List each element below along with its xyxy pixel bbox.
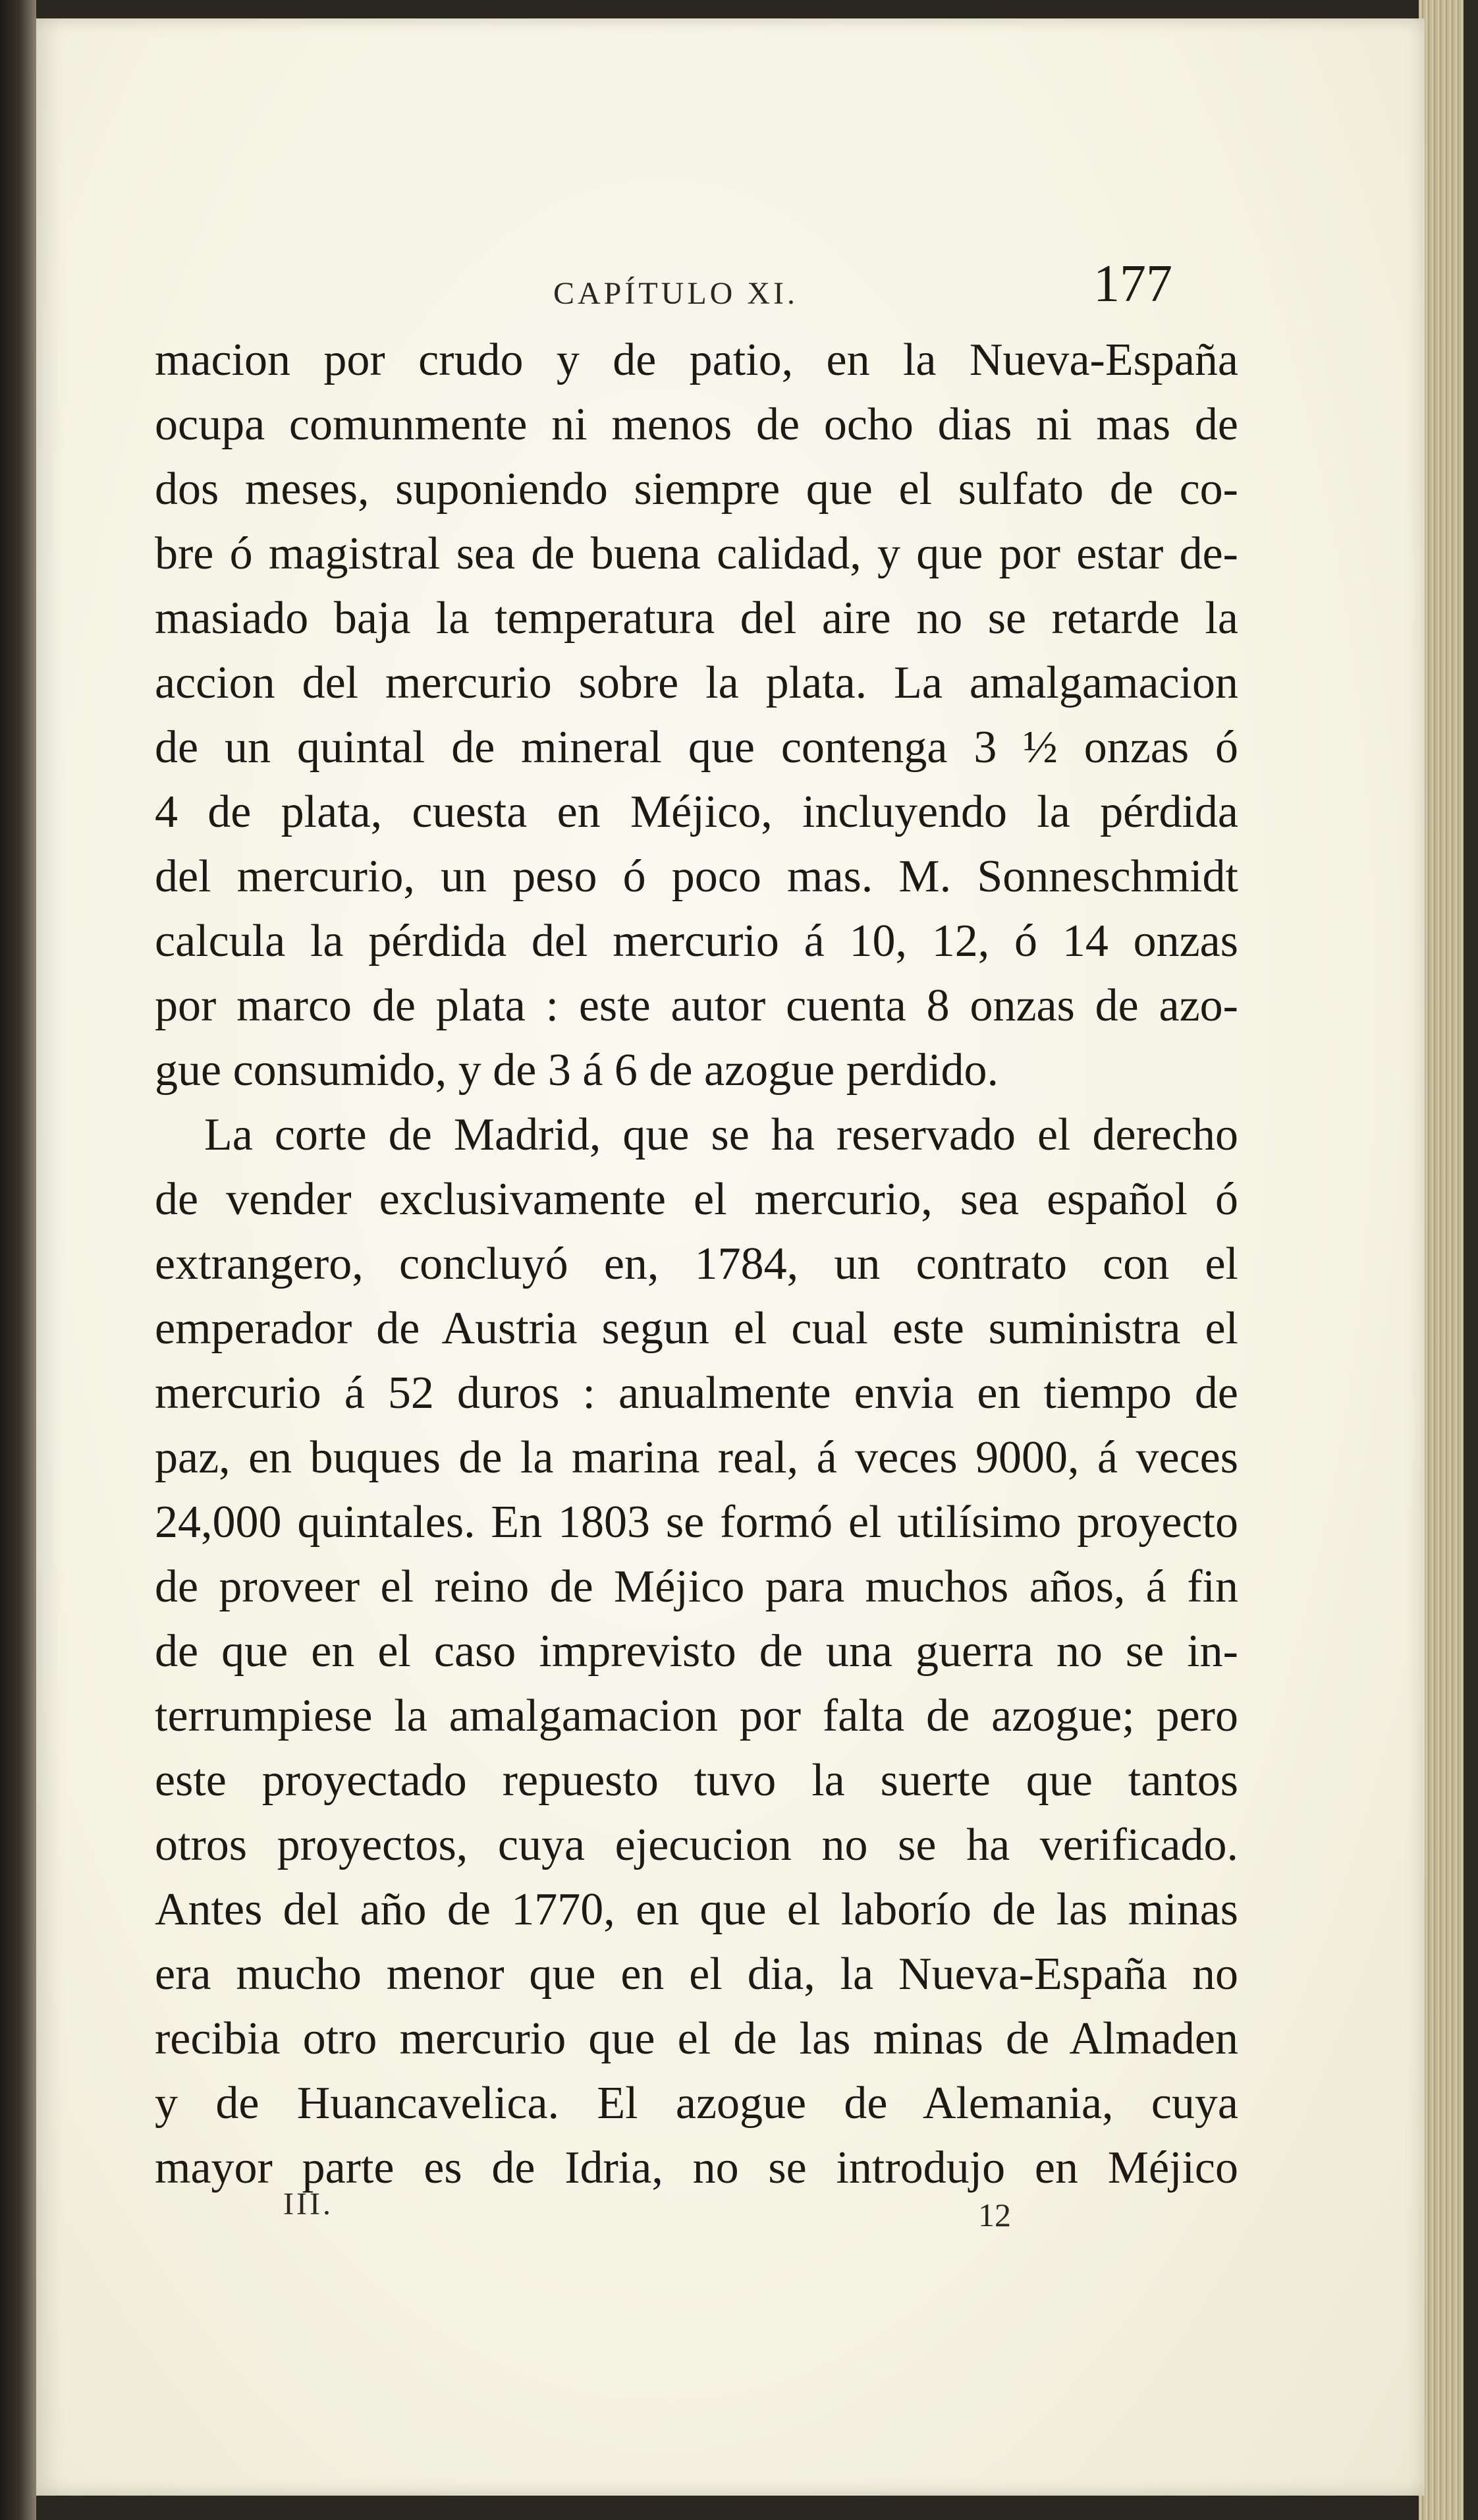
volume-signature: III. [283,2187,333,2222]
chapter-title: CAPÍTULO XI. [553,276,798,311]
text-line: de proveer el reino de Méjico para muchos años, á fin [155,1561,1238,1612]
text-line: mercurio á 52 duros : anualmente envia en tiempo de [155,1368,1238,1418]
text-line: La corte de Madrid, que se ha reservado el derecho [204,1109,1238,1160]
text-line: ocupa comunmente ni menos de ocho dias ni mas de [155,399,1238,450]
text-line: masiado baja la temperatura del aire no se retarde la [155,593,1238,644]
running-head [36,242,1425,322]
page-number: 177 [1093,255,1172,313]
text-line: 24,000 quintales. En 1803 se formó el utilísimo proyecto [155,1497,1238,1548]
text-line: calcula la pérdida del mercurio á 10, 12, ó 14 onzas [155,916,1238,966]
text-line: 4 de plata, cuesta en Méjico, incluyendo la pérdida [155,787,1238,837]
text-line: por marco de plata : este autor cuenta 8 onzas de azo- [155,980,1238,1031]
text-line: terrumpiese la amalgamacion por falta de azogue; pero [155,1691,1238,1741]
text-line: mayor parte es de Idria, no se introdujo en Méjico [155,2142,1238,2193]
text-line: de un quintal de mineral que contenga 3 ½ onzas ó [155,722,1238,773]
page-edges [1419,0,1478,2520]
text-line: bre ó magistral sea de buena calidad, y que por estar de- [155,528,1238,579]
text-line: recibia otro mercurio que el de las minas de Almaden [155,2013,1238,2064]
gathering-number: 12 [978,2197,1011,2233]
text-line: accion del mercurio sobre la plata. La amalgamacion [155,658,1238,708]
text-line: era mucho menor que en el dia, la Nueva-España no [155,1949,1238,2000]
text-line: del mercurio, un peso ó poco mas. M. Sonneschmidt [155,851,1238,902]
book-page [36,18,1425,2496]
text-line: este proyectado repuesto tuvo la suerte que tantos [155,1755,1238,1806]
text-line: Antes del año de 1770, en que el laborío de las minas [155,1884,1238,1935]
text-line: macion por crudo y de patio, en la Nueva-España [155,335,1238,385]
text-line: de que en el caso imprevisto de una guerra no se in- [155,1626,1238,1677]
text-line: gue consumido, y de 3 á 6 de azogue perdido. [155,1045,999,1096]
text-line: extrangero, concluyó en, 1784, un contrato con el [155,1239,1238,1289]
text-line: paz, en buques de la marina real, á veces 9000, á veces [155,1432,1238,1483]
text-line: otros proyectos, cuya ejecucion no se ha verificado. [155,1820,1238,1870]
book-binding [0,0,36,2520]
text-line: y de Huancavelica. El azogue de Alemania, cuya [155,2078,1238,2129]
body-text [155,328,1238,2200]
text-line: dos meses, suponiendo siempre que el sulfato de co- [155,464,1238,515]
text-line: de vender exclusivamente el mercurio, sea español ó [155,1174,1238,1225]
page-footer [36,2173,1425,2239]
text-line: emperador de Austria segun el cual este suministra el [155,1303,1238,1354]
